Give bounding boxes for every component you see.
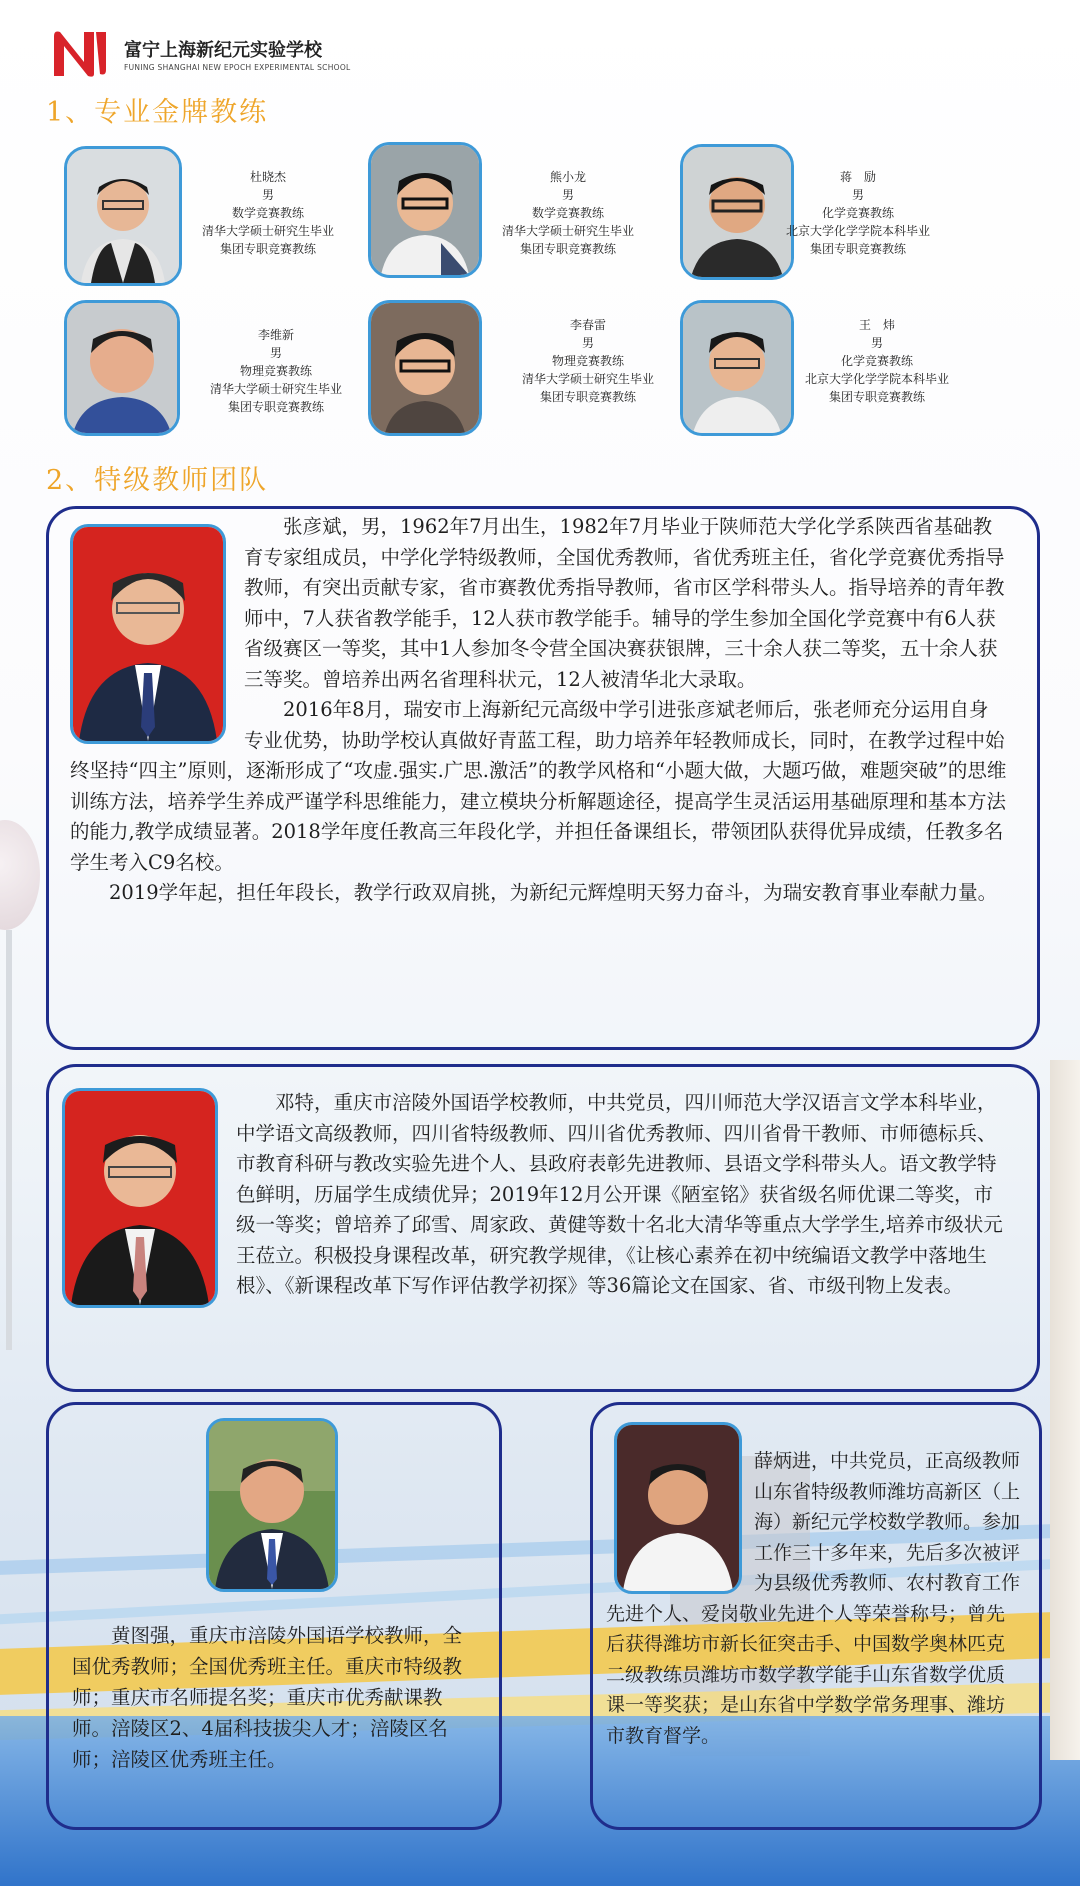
- school-logo-icon: [50, 26, 110, 80]
- coach-gender: 男: [561, 188, 574, 202]
- coach-education: 清华大学硕士研究生毕业: [501, 224, 634, 238]
- coach-info-5: [488, 316, 688, 406]
- coach-gender: 男: [581, 336, 594, 350]
- coach-role: 化学竞赛教练: [821, 206, 894, 220]
- coach-education: 北京大学化学学院本科毕业: [785, 224, 930, 238]
- coach-role: 物理竞赛教练: [551, 354, 624, 368]
- teacher-1-paragraph-3: 2019学年起，担任年段长，教学行政双肩挑，为新纪元辉煌明天努力奋斗，为瑞安教育事业奉献力量。: [109, 881, 998, 904]
- teacher-card-3-text: [72, 1620, 480, 1775]
- coach-name: 李春雷: [569, 318, 606, 332]
- coach-education: 北京大学化学学院本科毕业: [804, 372, 949, 386]
- school-name: 富宁上海新纪元实验学校: [124, 40, 322, 61]
- coach-role: 数学竞赛教练: [231, 206, 304, 220]
- teacher-1-paragraph-2: 2016年8月，瑞安市上海新纪元高级中学引进张彦斌老师后，张老师充分运用自身专业优势，协助学校认真做好青蓝工程，助力培养年轻教师成长，同时，在教学过程中始终坚持“四主”原则，逐渐形成了“攻虚.强实.广思.激活”的教学风格和“小题大做，大题巧做，难题突破”的思维训练方法，培养学生养成严谨学科思维能力，建立模块分析解题途径，提高学生灵活运用基础原理和基本方法的能力,教学成绩显著。2018学年度任教高三年段化学，并担任备课组长，带领团队获得优异成绩，任教多名学生考入C9名校。: [70, 698, 1007, 874]
- decorative-sphere: [0, 820, 40, 930]
- coach-post: 集团专职竞赛教练: [227, 400, 324, 414]
- coach-name: 蒋 励: [839, 170, 876, 184]
- coach-role: 数学竞赛教练: [531, 206, 604, 220]
- teacher-3-paragraph: 黄图强，重庆市涪陵外国语学校教师，全国优秀教师；全国优秀班主任。重庆市特级教师；重庆市名师提名奖；重庆市优秀献课教师。涪陵区2、4届科技拔尖人才；涪陵区名师；涪陵区优秀班主任。: [72, 1624, 463, 1771]
- teacher-card-4-text: [606, 1446, 1020, 1751]
- teacher-photo-1: [70, 524, 226, 744]
- coach-post: 集团专职竞赛教练: [519, 242, 616, 256]
- coach-name: 杜晓杰: [249, 170, 286, 184]
- teacher-2-paragraph: 邓特，重庆市涪陵外国语学校教师，中共党员，四川师范大学汉语言文学本科毕业，中学语文高级教师，四川省特级教师、四川省优秀教师、四川省骨干教师、市师德标兵、市教育科研与教改实验先进个人、县政府表彰先进教师、县语文学科带头人。语文教学特色鲜明，历届学生成绩优异；2019年12月公开课《陋室铭》获省级名师优课二等奖，市级一等奖；曾培养了邱雪、周家政、黄健等数十名北大清华等重点大学学生,培养市级状元王莅立。积极投身课程改革，研究教学规律，《让核心素养在初中统编语文教学中落地生根》、《新课程改革下写作评估教学初探》等36篇论文在国家、省、市级刊物上发表。: [236, 1091, 1003, 1297]
- coach-info-6: [762, 316, 992, 406]
- coach-info-3: [758, 168, 958, 258]
- coach-gender: 男: [261, 188, 274, 202]
- coach-photo-5: [368, 300, 482, 436]
- coach-gender: 男: [851, 188, 864, 202]
- coach-role: 物理竞赛教练: [239, 364, 312, 378]
- coach-education: 清华大学硕士研究生毕业: [201, 224, 334, 238]
- coach-name: 熊小龙: [549, 170, 586, 184]
- coach-photo-4: [64, 300, 180, 436]
- teacher-card-2-text: [70, 1088, 1008, 1314]
- coach-post: 集团专职竞赛教练: [219, 242, 316, 256]
- decorative-pole: [6, 930, 12, 1350]
- teacher-card-1-text: [70, 512, 1008, 909]
- coach-education: 清华大学硕士研究生毕业: [521, 372, 654, 386]
- teacher-photo-2: [62, 1088, 218, 1308]
- section-title-special-teachers: 2、特级教师团队: [46, 465, 269, 496]
- coach-name: 李维新: [257, 328, 294, 342]
- coach-name: 王 炜: [858, 318, 895, 332]
- coach-photo-2: [368, 142, 482, 278]
- school-name-english: FUNING SHANGHAI NEW EPOCH EXPERIMENTAL SCHOOL: [124, 63, 351, 72]
- decorative-pillar: [1050, 1060, 1080, 1760]
- coach-gender: 男: [269, 346, 282, 360]
- coach-photo-1: [64, 146, 182, 286]
- coach-info-1: [168, 168, 368, 258]
- coach-post: 集团专职竞赛教练: [809, 242, 906, 256]
- coach-gender: 男: [870, 336, 883, 350]
- coach-education: 清华大学硕士研究生毕业: [209, 382, 342, 396]
- coach-role: 化学竞赛教练: [840, 354, 913, 368]
- coach-info-4: [176, 326, 376, 416]
- coach-post: 集团专职竞赛教练: [828, 390, 925, 404]
- coach-post: 集团专职竞赛教练: [539, 390, 636, 404]
- teacher-photo-3: [206, 1418, 338, 1592]
- coach-info-2: [468, 168, 668, 258]
- teacher-photo-4: [614, 1422, 742, 1594]
- teacher-1-paragraph-1: 张彦斌，男，1962年7月出生，1982年7月毕业于陕师范大学化学系陕西省基础教育专家组成员，中学化学特级教师，全国优秀教师，省优秀班主任，省化学竞赛优秀指导教师，有突出贡献专家，省市赛教优秀指导教师，省市区学科带头人。指导培养的青年教师中，7人获省教学能手，12人获市教学能手。辅导的学生参加全国化学竞赛中有6人获省级赛区一等奖，其中1人参加冬令营全国决赛获银牌，三十余人获二等奖，五十余人获三等奖。曾培养出两名省理科状元，12人被清华北大录取。: [244, 515, 1005, 691]
- teacher-4-paragraph: 薛炳进，中共党员，正高级教师山东省特级教师潍坊高新区（上海）新纪元学校数学教师。参加工作三十多年来，先后多次被评为县级优秀教师、农村教育工作先进个人、爱岗敬业先进个人等荣誉称号；曾先后获得潍坊市新长征突击手、中国数学奥林匹克二级教练员潍坊市数学教学能手山东省数学优质课一等奖获；是山东省中学数学常务理事、潍坊市教育督学。: [606, 1450, 1021, 1747]
- section-title-coaches: 1、专业金牌教练: [46, 97, 269, 128]
